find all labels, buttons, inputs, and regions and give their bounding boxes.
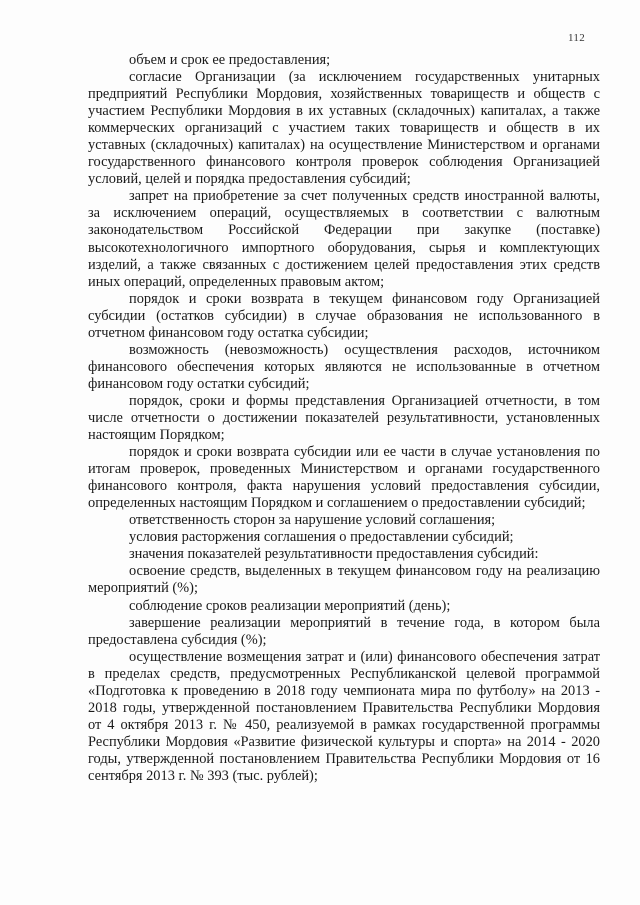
paragraph-indicator-cost-reimbursement: осуществление возмещения затрат и (или) финансового обеспечения затрат в пределах средств, предусмотренных Республиканской целевой программой «Подготовка к проведению в 2018 году чемпионата мира по футболу» на 2013 - 2018 годы, утвержденной постановлением Правительства Республики Мордовия от 4 октября 2013 г. № 450, реализуемой в рамках государственной программы Республики Мордовия «Развитие физической культуры и спорта» на 2014 - 2020 годы, утвержденной постановлением Правительства Республики Мордовия от 16 сентября 2013 г. № 393 (тыс. рублей); (88, 648, 600, 784)
paragraph-performance-indicators: значения показателей результативности предоставления субсидий: (129, 546, 539, 563)
paragraph-indicator-funds-use: освоение средств, выделенных в текущем финансовом году на реализацию мероприятий (%); (88, 563, 600, 597)
paragraph-termination: условия расторжения соглашения о предоставлении субсидий; (129, 529, 514, 546)
paragraph-return-of-balance: порядок и сроки возврата в текущем финансовом году Организацией субсидии (остатков субсидии) в случае образования не использованного в отчетном финансовом году остатка субсидии; (88, 290, 600, 341)
page-number: 112 (568, 32, 585, 44)
paragraph-use-of-balance: возможность (невозможность) осуществления расходов, источником финансового обеспечения которых являются не использованные в отчетном финансовом году остатки субсидий; (88, 341, 600, 392)
paragraph-liability: ответственность сторон за нарушение условий соглашения; (129, 512, 496, 529)
paragraph-indicator-deadlines: соблюдение сроков реализации мероприятий (день); (129, 597, 451, 614)
paragraph-consent-to-inspections: согласие Организации (за исключением государственных унитарных предприятий Республики Мордовия, хозяйственных товариществ и обществ с участием Республики Мордовия в их уставных (складочных) капиталах, а также коммерческих организаций с участием таких товариществ и обществ в их уставных (складочных) капиталах) на осуществление Министерством и органами государственного финансового контроля проверок соблюдения Организацией условий, целей и порядка предоставления субсидий; (88, 69, 600, 188)
paragraph-return-on-violation: порядок и сроки возврата субсидии или ее части в случае установления по итогам проверок, проведенных Министерством и органами государственного финансового контроля, факта нарушения условий предоставления субсидии, определенных настоящим Порядком и соглашением о предоставлении субсидий; (88, 444, 600, 512)
paragraph-scope-term: объем и срок ее предоставления; (129, 52, 331, 68)
paragraph-reporting: порядок, сроки и формы представления Организацией отчетности, в том числе отчетности о достижении показателей результативности, установленных настоящим Порядком; (88, 392, 600, 444)
body-text (88, 52, 600, 785)
paragraph-indicator-completion: завершение реализации мероприятий в течение года, в котором была предоставлена субсидия (%); (88, 614, 600, 648)
paragraph-foreign-currency-ban: запрет на приобретение за счет полученных средств иностранной валюты, за исключением операций, осуществляемых в соответствии с валютным законодательством Российской Федерации при закупке (поставке) высокотехнологичного импортного оборудования, сырья и комплектующих изделий, а также связанных с достижением целей предоставления этих средств иных операций, определенных правовым актом; (88, 188, 600, 290)
